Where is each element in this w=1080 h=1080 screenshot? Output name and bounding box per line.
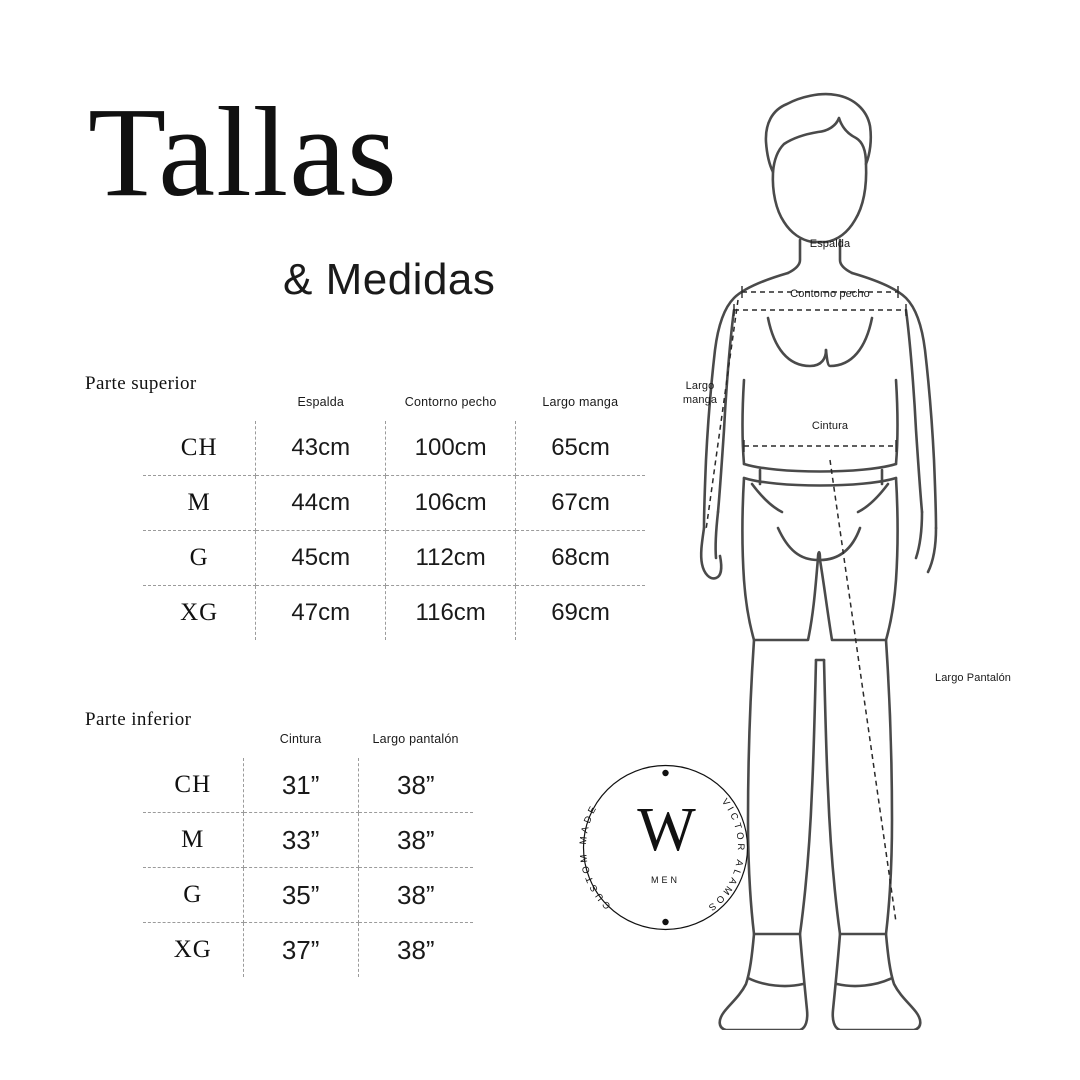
cell-espalda: 47cm: [256, 586, 386, 641]
figure-label-contorno-pecho: Contorno pecho: [790, 288, 870, 300]
cell-cintura: 35”: [243, 868, 358, 923]
cell-espalda: 45cm: [256, 531, 386, 586]
cell-largo-pantalon: 38”: [358, 813, 473, 868]
size-label: M: [143, 813, 243, 868]
cell-largo-manga: 67cm: [516, 476, 645, 531]
cell-cintura: 33”: [243, 813, 358, 868]
figure-label-largo-manga-line1: Largo: [685, 380, 715, 392]
page-subtitle: & Medidas: [283, 255, 496, 304]
figure-label-espalda: Espalda: [809, 238, 851, 250]
section-heading-lower: Parte inferior: [85, 709, 192, 730]
table-row: [143, 531, 645, 586]
table-upper-measurements: [143, 395, 645, 640]
cell-largo-pantalon: 38”: [358, 758, 473, 813]
column-header-size: [143, 395, 256, 421]
table-row: [143, 813, 473, 868]
size-label: XG: [143, 923, 243, 978]
cell-espalda: 44cm: [256, 476, 386, 531]
size-label: G: [143, 531, 256, 586]
column-header-largo-pantalon: Largo pantalón: [372, 732, 459, 746]
table-header-row: [143, 395, 645, 421]
column-header-espalda: Espalda: [297, 395, 345, 409]
table-row: [143, 586, 645, 641]
size-label: CH: [143, 421, 256, 476]
cell-contorno-pecho: 112cm: [386, 531, 516, 586]
column-header-largo-manga: Largo manga: [542, 395, 619, 409]
table-header-row: [143, 732, 473, 758]
cell-contorno-pecho: 100cm: [386, 421, 516, 476]
table-row: [143, 923, 473, 978]
figure-label-largo-pantalon: Largo Pantalón: [935, 672, 1012, 684]
table-row: [143, 758, 473, 813]
cell-contorno-pecho: 106cm: [386, 476, 516, 531]
cell-cintura: 37”: [243, 923, 358, 978]
section-heading-upper: Parte superior: [85, 373, 197, 394]
page-title: Tallas: [88, 81, 398, 223]
brand-logo: [573, 755, 758, 940]
size-label: M: [143, 476, 256, 531]
table-lower-measurements: [143, 732, 473, 977]
size-label: G: [143, 868, 243, 923]
size-label: CH: [143, 758, 243, 813]
svg-text:CUSTOM MADE: CUSTOM MADE: [577, 801, 614, 912]
cell-largo-pantalon: 38”: [397, 934, 435, 965]
cell-largo-manga: 65cm: [516, 421, 645, 476]
figure-label-cintura: Cintura: [811, 420, 849, 432]
svg-text:VICTOR ALAMOS: VICTOR ALAMOS: [703, 796, 747, 915]
cell-largo-manga: 68cm: [516, 531, 645, 586]
logo-subtitle: MEN: [651, 875, 680, 885]
size-label: XG: [143, 586, 256, 641]
table-row: [143, 421, 645, 476]
cell-espalda: 43cm: [256, 421, 386, 476]
logo-monogram: W: [637, 796, 694, 864]
table-row: [143, 868, 473, 923]
cell-largo-manga: 69cm: [551, 599, 610, 626]
column-header-size: [143, 732, 243, 758]
column-header-cintura: Cintura: [279, 732, 322, 746]
column-header-contorno-pecho: Contorno pecho: [404, 395, 497, 409]
cell-cintura: 31”: [243, 758, 358, 813]
figure-label-largo-manga-line2: manga: [682, 394, 718, 406]
cell-contorno-pecho: 116cm: [386, 586, 516, 641]
table-row: [143, 476, 645, 531]
cell-largo-pantalon: 38”: [358, 868, 473, 923]
